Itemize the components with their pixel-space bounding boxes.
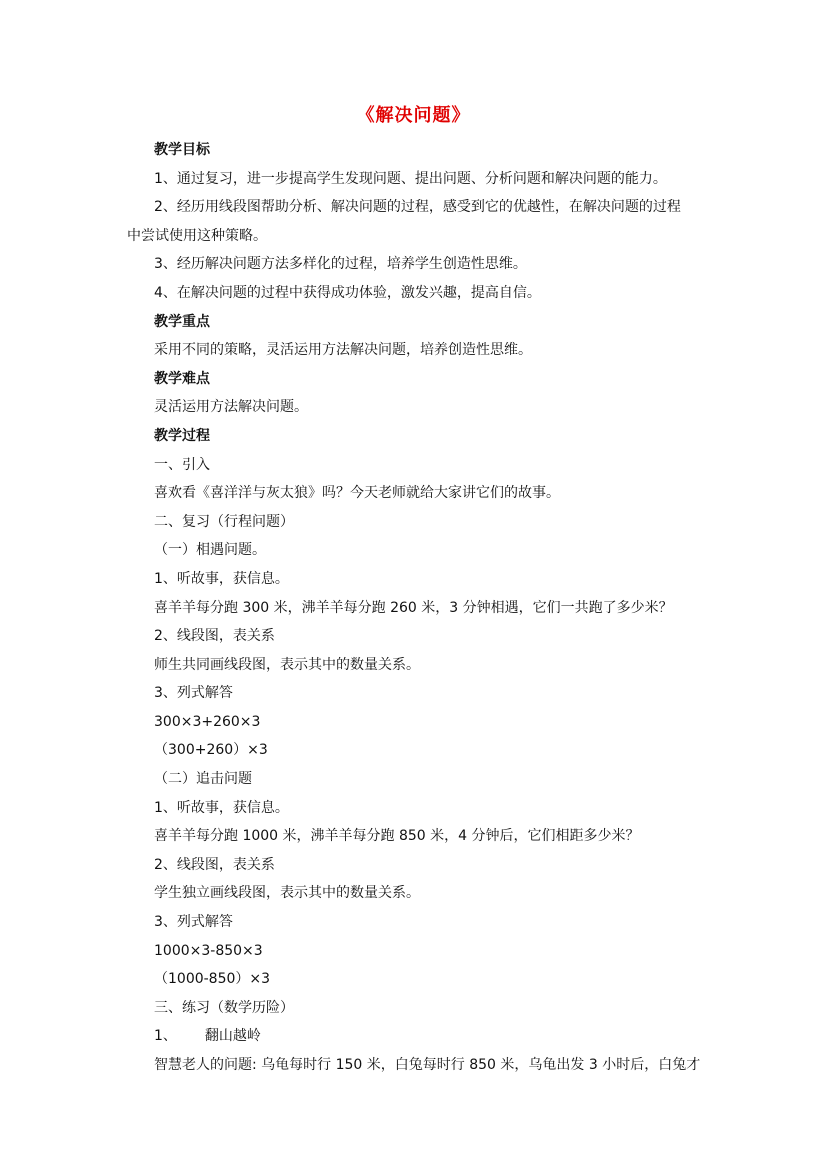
equation: （300+260）×3 [154,742,268,759]
subheading: 二、复习（行程问题） [154,513,294,530]
heading-goals: 教学目标 [154,142,210,158]
paragraph: 学生独立画线段图，表示其中的数量关系。 [154,885,420,902]
practice-title: 翻山越岭 [204,1028,261,1045]
paragraph: 3、列式解答 [154,914,233,931]
document-body [127,136,714,1080]
heading-process: 教学过程 [154,427,210,444]
practice-item [154,1022,714,1051]
paragraph: 1、通过复习，进一步提高学生发现问题、提出问题、分析问题和解决问题的能力。 [154,170,667,187]
paragraph: 喜羊羊每分跑 1000 米，沸羊羊每分跑 850 米，4 分钟后，它们相距多少米？ [154,828,640,845]
paragraph: 3、经历解决问题方法多样化的过程，培养学生创造性思维。 [154,256,527,273]
paragraph: 3、列式解答 [154,685,233,702]
paragraph: 灵活运用方法解决问题。 [154,399,308,416]
subheading: （二）追击问题 [154,771,252,788]
heading-difficulties: 教学难点 [154,370,210,387]
paragraph: 师生共同画线段图，表示其中的数量关系。 [154,656,420,673]
paragraph: 1、听故事，获信息。 [154,570,289,587]
paragraph: 1、听故事，获信息。 [154,799,289,816]
heading-key-points: 教学重点 [154,313,210,330]
subheading: 三、练习（数学历险） [154,999,294,1016]
subheading: 一、引入 [154,456,210,473]
equation: （1000-850）×3 [154,971,271,988]
paragraph: 4、在解决问题的过程中获得成功体验，激发兴趣，提高自信。 [154,284,541,301]
practice-number: 1、 [154,1028,177,1045]
paragraph: 智慧老人的问题: 乌龟每时行 150 米，白兔每时行 850 米，乌龟出发 3 小时后，白兔才 [154,1057,701,1073]
paragraph: 喜欢看《喜洋洋与灰太狼》吗？今天老师就给大家讲它们的故事。 [154,485,560,502]
paragraph: 采用不同的策略，灵活运用方法解决问题，培养创造性思维。 [154,342,532,359]
equation: 1000×3-850×3 [154,942,263,959]
paragraph: 2、线段图，表关系 [154,856,275,873]
paragraph: 2、经历用线段图帮助分析、解决问题的过程，感受到它的优越性，在解决问题的过程 [154,199,681,216]
paragraph-continuation: 中尝试使用这种策略。 [127,227,267,244]
paragraph: 2、线段图，表关系 [154,628,275,645]
document-title: 《解决问题》 [356,105,471,126]
equation: 300×3+260×3 [154,713,261,730]
subheading: （一）相遇问题。 [154,542,266,559]
paragraph: 喜羊羊每分跑 300 米，沸羊羊每分跑 260 米，3 分钟相遇，它们一共跑了多少米？ [154,599,673,616]
